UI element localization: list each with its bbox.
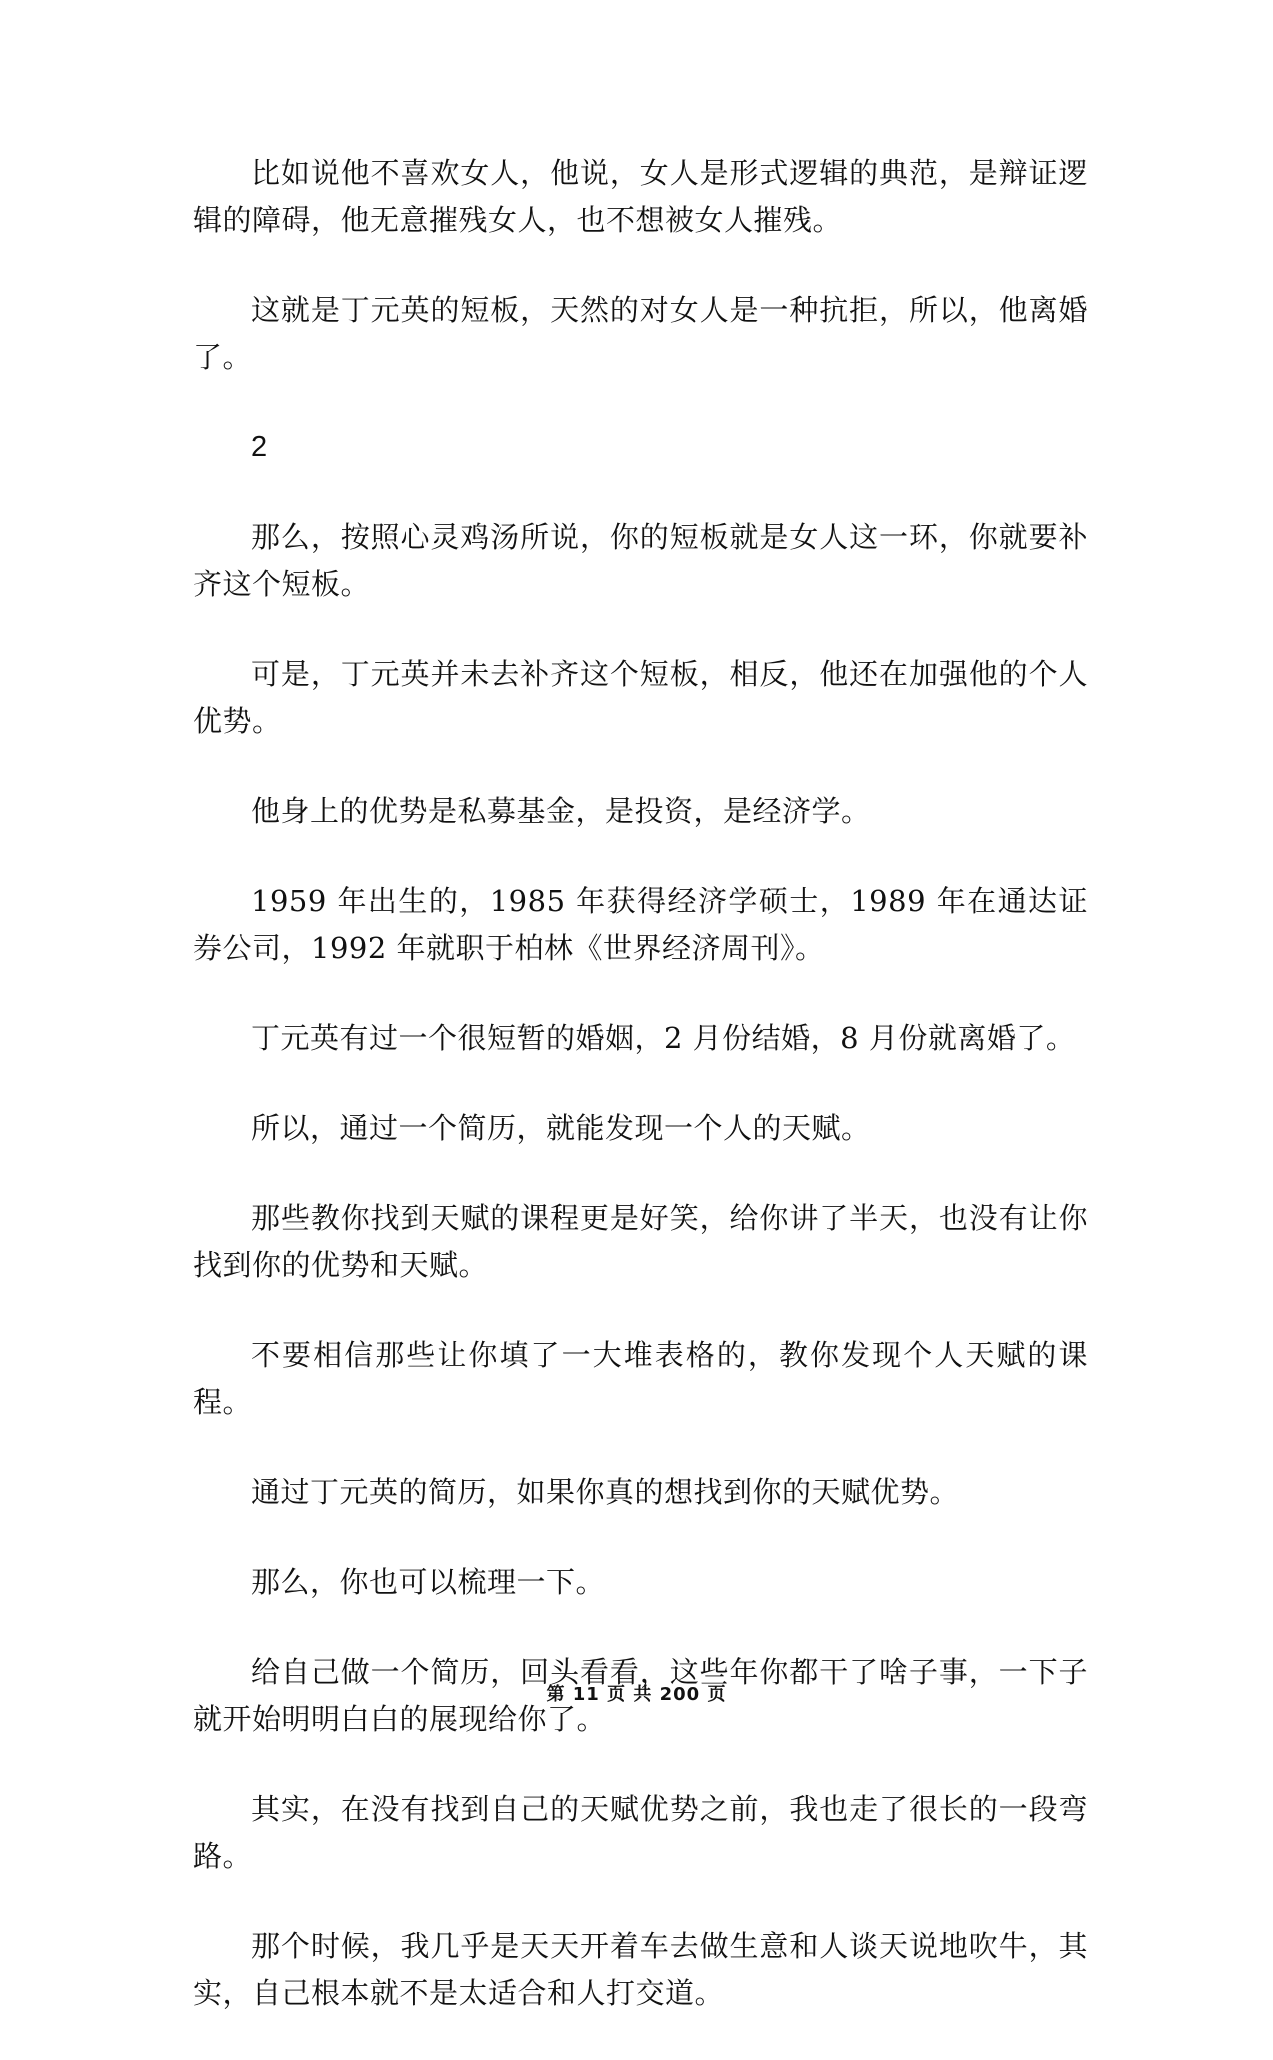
paragraph: 那个时候，我几乎是天天开着车去做生意和人谈天说地吹牛，其实，自己根本就不是太适合和人打交道。 <box>193 1929 1088 2010</box>
paragraph: 不要相信那些让你填了一大堆表格的，教你发现个人天赋的课程。 <box>193 1338 1088 1419</box>
paragraph: 1959 年出生的，1985 年获得经济学硕士，1989 年在通达证券公司，1992 年就职于柏林《世界经济周刊》。 <box>193 884 1088 965</box>
paragraph: 那么，按照心灵鸡汤所说，你的短板就是女人这一环，你就要补齐这个短板。 <box>193 520 1088 601</box>
paragraph: 比如说他不喜欢女人，他说，女人是形式逻辑的典范，是辩证逻辑的障碍，他无意摧残女人，也不想被女人摧残。 <box>193 156 1088 237</box>
paragraph: 给自己做一个简历，回头看看，这些年你都干了啥子事，一下子就开始明明白白的展现给你了。 <box>193 1655 1088 1736</box>
body-text <box>193 150 1088 2060</box>
paragraph: 丁元英有过一个很短暂的婚姻，2 月份结婚，8 月份就离婚了。 <box>251 1021 1076 1055</box>
paragraph: 这就是丁元英的短板，天然的对女人是一种抗拒，所以，他离婚了。 <box>193 293 1088 374</box>
page-number-footer: 第 11 页 共 200 页 <box>546 1684 727 1705</box>
paragraph: 那么，你也可以梳理一下。 <box>251 1565 606 1599</box>
paragraph: 通过丁元英的简历，如果你真的想找到你的天赋优势。 <box>251 1475 960 1509</box>
paragraph: 可是，丁元英并未去补齐这个短板，相反，他还在加强他的个人优势。 <box>193 657 1088 738</box>
paragraph: 其实，在没有找到自己的天赋优势之前，我也走了很长的一段弯路。 <box>193 1792 1088 1873</box>
paragraph: 所以，通过一个简历，就能发现一个人的天赋。 <box>251 1111 871 1145</box>
paragraph: 那些教你找到天赋的课程更是好笑，给你讲了半天，也没有让你找到你的优势和天赋。 <box>193 1201 1088 1282</box>
section-number: 2 <box>251 431 268 463</box>
paragraph: 他身上的优势是私募基金，是投资，是经济学。 <box>251 794 871 828</box>
